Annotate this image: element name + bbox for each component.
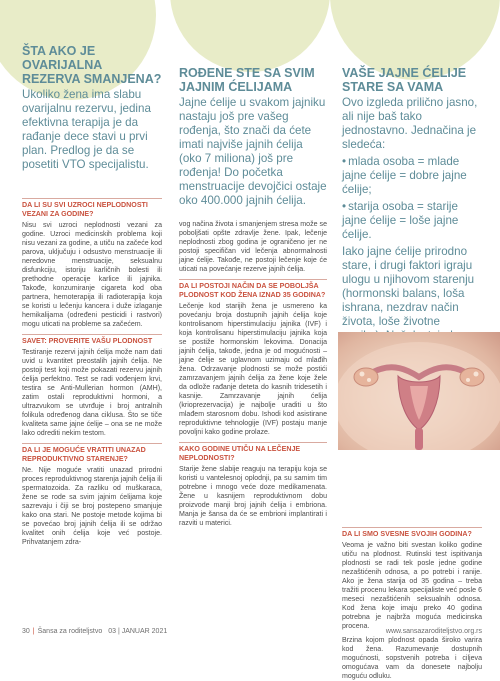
col1-title: ŠTA AKO JE OVARIJALNA REZERVA SMANJENA?	[22, 44, 162, 86]
col3-bullet-1	[342, 155, 482, 197]
col3-bullet-2-text: starija osoba = starije jajne ćelije = loše jajne ćelije.	[342, 200, 459, 241]
col3-s1-body2: Brzina kojom plodnost opada široko varira kod žena. Razumevanje dostupnih mogućnosti, sopstvenih potreba i ciljeva omogućava vam da donesete najbolju moguću odluku.	[342, 637, 482, 680]
col1-s2-body: Testiranje rezervi jajnih ćelija može nam dati uvid u kvantitet preostalih jajnih ćelija. Ne postoji test koji može pokazati rezervu jajnih ćelija perfektno. Test se radi vođenjem krvi, testira se Anti-Mullerian hormon (AMH), zatim ostali reproduktivni hormoni, a ultrazvukom se utvrđuje i broj antralnih folikula određenog dana ciklusa. Što se tiče kvaliteta same jajne ćelije – ona se ne može lako odrediti nekim testom.	[22, 349, 162, 437]
magazine-name: Šansa za roditeljstvo	[37, 627, 103, 635]
bullet-dot-icon: •	[342, 200, 347, 213]
col1-s1-body: Nisu svi uzroci neplodnosti vezani za godine. Uzroci medicinskih problema koji nisu vezani za godine, a utiču na začeće kod parova, uključuju i odsustvo menstruacije ili neredovne menstruacije, seksualnu disfunkciju, istoriju karličnih bolesti ili prethodne operacije karlice ili jajnika. Takođe, konzumiranje cigareta kod oba partnera, hemoterapija ili radioterapija koja se koristi u lečenju kancera i duže izlaganje hemikalijama (određeni pesticidi i rastvori) mogu uticati na probleme sa začećem.	[22, 222, 162, 328]
col1-s3-body: Ne. Nije moguće vratiti unazad prirodni proces reproduktivnog starenja jajnih ćelija ili spermatozoida. Za razliku od muškaraca, žene se rode sa svim jajnim ćelijama koje sazrevaju i čiji se broj postepeno smanjuje kako ona stari. Ne postoje metode kojima bi se povećao broj jajnih ćelija ili se održao kvalitet onih ćelija koje već postoje. Prihvatanjem zdra-	[22, 467, 162, 546]
column-middle	[179, 66, 327, 528]
col2-rule-2	[179, 442, 327, 443]
col2-p1: vog načina života i smanjenjem stresa može se poboljšati opšte zdravlje žene. Ipak, lečenje neplodnosti zbog godina je ograničeno jer ne postoji specifičan vid lečenja abnormalnosti jajne ćelije. Takođe, ne postoji lečenje koje će uticati na povećanje rezerve jajnih ćelija.	[179, 221, 327, 273]
footer-separator: |	[32, 627, 35, 635]
col3-lead2: Iako jajne ćelije prirodno stare, i drugi faktori igraju ulogu u njihovom starenju (hormonski balans, loša ishrana, nezdrav način života, loše životne	[342, 245, 475, 328]
col3-s1-body: Veoma je važno biti svestan koliko godine utiču na plodnost. Rutinski test ispitivanja plodnosti se radi tek posle jedne godine nezaštićenih odnosa, a po potrebi i ranije. Ako je žena starija od 35 godina – treba tražiti procenu lekara specijaliste već posle 6 meseci nezaštićenih seksualnih odnosa. Kod žena koje imaju preko 40 godina potrebna je najbrža moguća medicinska procena.	[342, 542, 482, 630]
col3-title: VAŠE JAJNE ĆELIJE STARE SA VAMA	[342, 66, 467, 94]
col2-s2-head: KAKO GODINE UTIČU NA LEČENJE NEPLODNOSTI?	[179, 445, 301, 462]
col3-lead1: Ovo izgleda prilično jasno, ali nije baš tako jednostavno. Jednačina je sledeća:	[342, 96, 478, 151]
col3-rule-1	[342, 527, 482, 528]
decor-circle-middle	[170, 0, 330, 72]
col2-s1-body: Lečenje kod starijih žena je usmereno ka povećanju broja dostupnih jajnih ćelija koje kontrolisanom hiperstimulaciju jajnika (IVF) i koja kontrolisanu hiperstimulaciju jajnika koja se postiže hormonskim lekovima. Donacija jajnih ćelija, takođe, jedna je od mogućnosti – jajne ćelije se uglavnom uzimaju od mlađih žena. Odrzavanje plodnosti se može postići zamrzavanjem jajnih ćelija za žene koje žele da odlože rađanje deteta do kasnih tridesetih i kasnije. Zamrzavanje jajnih ćelija (krioprezervacija) je najbolje uraditi u što mlađem starosnom dobu. Ishodi kod asistirane reproduktivne tehnologije (IVF) postaju manje povoljni kako godine prolaze.	[179, 303, 327, 436]
col2-rule-1	[179, 279, 327, 280]
col3-s1-head: DA LI SMO SVESNE SVOJIH GODINA?	[342, 530, 472, 538]
website-url[interactable]: www.sansazaroditeljstvo.org.rs	[385, 627, 482, 635]
col3-bullet-2	[342, 200, 482, 242]
col1-s1-head: DA LI SU SVI UZROCI NEPLODNOSTI VEZANI ZA GODINE?	[22, 201, 148, 218]
col2-lead: Jajne ćelije u svakom jajniku nastaju još pre vašeg rođenja, što znači da ćete imati najviše jajnih ćelija (oko 7 miliona) još pre rođenja! Do početka menstruacije devojčici ostaje oko 400.000 jajnih ćelija.	[179, 96, 327, 207]
column-left	[22, 44, 162, 547]
col1-lead: Ukoliko žena ima slabu ovarijalnu rezervu, jedina efektivna terapija je da rađanje dece stavi u prvi plan. Predlog je da se posetiti VTO specijalistu.	[22, 88, 151, 171]
col2-s2-body: Starije žene slabije reaguju na terapiju koja se koristi u vantelesnoj oplodnji, pa su samim tim potrebne i mnogo veće doze medikamenata. Žene u kasnijem reproduktivnom dobu proizvode manji broj jajnih ćelija i embriona. Manja je šansa da će se embrioni implantirati i razviti u materici.	[179, 466, 327, 527]
uterus-illustration	[338, 332, 500, 450]
col2-title: ROĐENE STE SA SVIM JAJNIM ĆELIJAMA	[179, 66, 315, 94]
issue-info: 03 | JANUAR 2021	[108, 627, 168, 635]
col1-rule-3	[22, 443, 162, 444]
bullet-dot-icon: •	[342, 155, 347, 168]
page-footer	[22, 625, 482, 637]
col1-rule-1	[22, 198, 162, 199]
col2-s1-head: DA LI POSTOJI NAČIN DA SE POBOLJŠA PLODNOST KOD ŽENA IZNAD 35 GODINA?	[179, 282, 326, 299]
col1-s2-head: SAVET: PROVERITE VAŠU PLODNOST	[22, 337, 153, 345]
col3-bullet-1-text: mlada osoba = mlade jajne ćelije = dobre jajne ćelije;	[342, 155, 467, 196]
col1-rule-2	[22, 334, 162, 335]
uterus-icon	[338, 332, 500, 450]
page-number: 30	[22, 627, 30, 635]
col1-s3-head: DA LI JE MOGUĆE VRATITI UNAZAD REPRODUKTIVNO STARENJE?	[22, 446, 146, 463]
